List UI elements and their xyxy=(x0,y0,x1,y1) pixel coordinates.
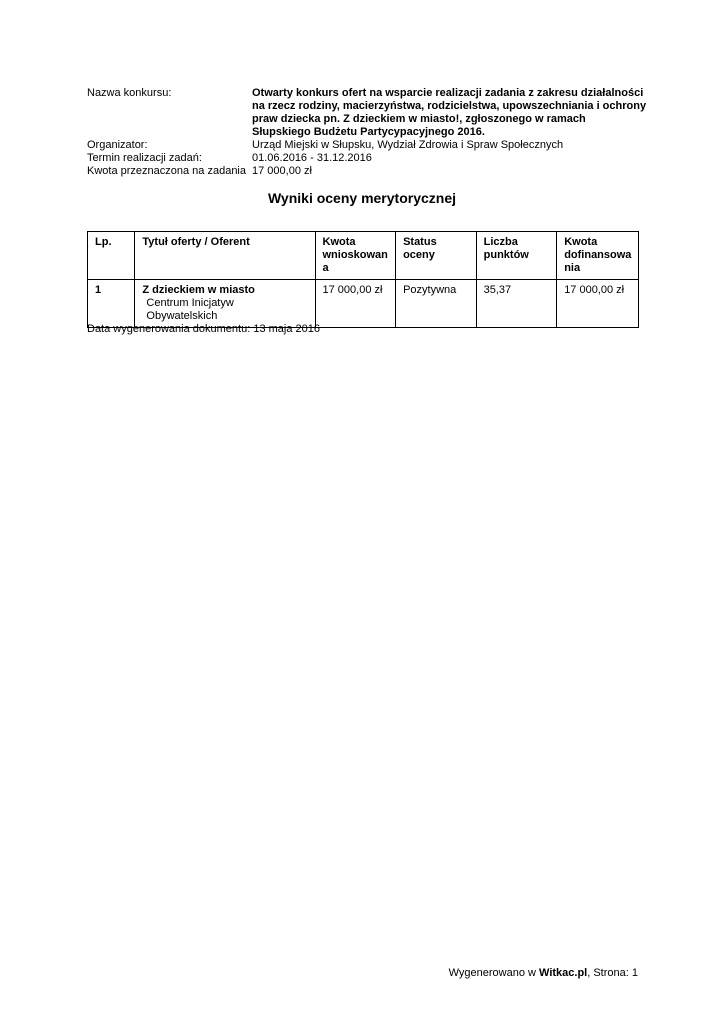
table-header-row xyxy=(88,232,639,280)
cell-requested: 17 000,00 zł xyxy=(315,280,396,328)
footer-prefix: Wygenerowano w xyxy=(448,967,540,979)
header-requested: Kwota wnioskowan a xyxy=(315,232,396,280)
cell-lp xyxy=(88,280,135,328)
table-row xyxy=(88,280,639,328)
header-granted: Kwota dofinansowa nia xyxy=(557,232,639,280)
results-table xyxy=(87,231,639,328)
contest-name-row xyxy=(87,87,647,139)
cell-status: Pozytywna xyxy=(396,280,477,328)
lp-value: 1 xyxy=(95,284,102,296)
offer-title: Z dzieckiem w miasto xyxy=(142,284,255,296)
budget-value: 17 000,00 zł xyxy=(252,165,312,177)
generation-date: Data wygenerowania dokumentu: 13 maja 2016 xyxy=(87,323,320,335)
header-status: Status oceny xyxy=(396,232,477,280)
deadline-value: 01.06.2016 - 31.12.2016 xyxy=(252,152,372,164)
contest-info xyxy=(87,87,647,178)
organizer-label: Organizator: xyxy=(87,139,148,151)
header-lp: Lp. xyxy=(88,232,135,280)
organizer-row xyxy=(87,139,647,152)
contest-name-value: Otwarty konkurs ofert na wsparcie realizacji zadania z zakresu działalności na rzecz rodziny, macierzyństwa, rodzicielstwa, upowszechniania i ochrony praw dziecka pn. Z dzieckiem w miasto!, zgłoszonego w ramach Słupskiego Budżetu Partycypacyjnego 2016. xyxy=(252,87,647,138)
footer-suffix: , Strona: 1 xyxy=(587,967,638,979)
offer-applicant: Centrum Inicjatyw Obywatelskich xyxy=(146,297,234,322)
cell-title xyxy=(135,280,315,328)
header-title: Tytuł oferty / Oferent xyxy=(135,232,315,280)
deadline-label: Termin realizacji zadań: xyxy=(87,152,202,164)
cell-points: 35,37 xyxy=(476,280,557,328)
page-footer xyxy=(449,967,638,980)
footer-brand: Witkac.pl xyxy=(539,967,588,979)
deadline-row xyxy=(87,152,647,165)
header-points: Liczba punktów xyxy=(476,232,557,280)
contest-name-label: Nazwa konkursu: xyxy=(87,87,172,99)
budget-row xyxy=(87,165,647,178)
page-title: Wyniki oceny merytorycznej xyxy=(267,190,457,206)
budget-label: Kwota przeznaczona na zadania xyxy=(87,165,246,177)
cell-granted: 17 000,00 zł xyxy=(557,280,639,328)
organizer-value: Urząd Miejski w Słupsku, Wydział Zdrowia i Spraw Społecznych xyxy=(252,139,564,151)
